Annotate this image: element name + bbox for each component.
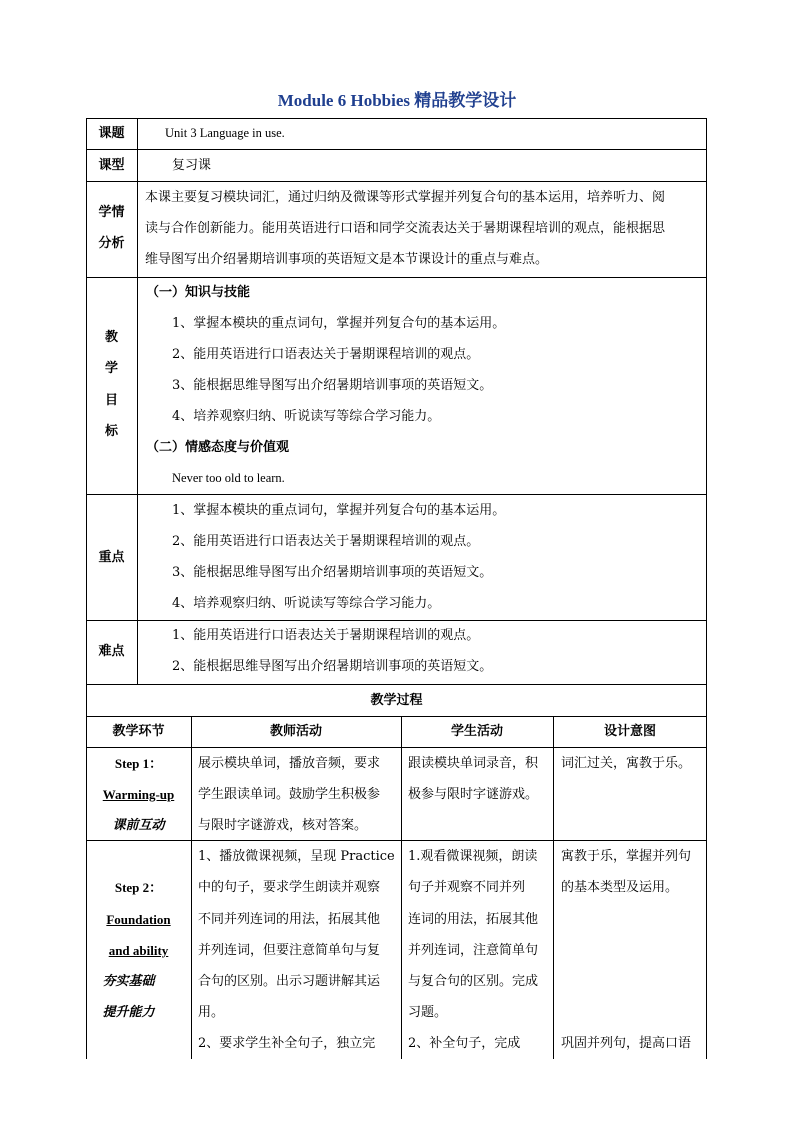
label-xueqing-1: 学情 [98, 205, 125, 220]
nandian-item: 2、能根据思维导图写出介绍暑期培训事项的英语短文。 [172, 659, 493, 674]
label-keti: 课题 [98, 126, 125, 141]
mubiao-item: 2、能用英语进行口语表达关于暑期课程培训的观点。 [172, 347, 480, 362]
column-divider [191, 716, 192, 1059]
mubiao-item: 4、培养观察归纳、听说读写等综合学习能力。 [172, 409, 441, 424]
xueqing-line: 本课主要复习模块词汇，通过归纳及微课等形式掌握并列复合句的基本运用，培养听力、阅 [145, 190, 666, 205]
step2-intent-line: 寓教于乐，掌握并列句 [561, 849, 692, 864]
zhongdian-item: 3、能根据思维导图写出介绍暑期培训事项的英语短文。 [172, 565, 493, 580]
step2-en-1: Foundation [106, 912, 171, 927]
step2-teacher-line: 并列连词，但要注意简单句与复 [198, 943, 381, 958]
mubiao-value-line: Never too old to learn. [172, 471, 285, 485]
step2-student-line: 句子并观察不同并列 [408, 880, 526, 895]
column-divider [137, 118, 138, 684]
zhongdian-item: 4、培养观察归纳、听说读写等综合学习能力。 [172, 596, 441, 611]
step1-cn: 课前互动 [112, 818, 165, 833]
mubiao-item: 1、掌握本模块的重点词句，掌握并列复合句的基本运用。 [172, 316, 506, 331]
header-student: 学生活动 [450, 724, 503, 739]
step1-intent-line: 词汇过关，寓教于乐。 [561, 756, 692, 771]
label-zhongdian: 重点 [98, 550, 125, 565]
label-kexing: 课型 [98, 158, 125, 173]
step1-student-line: 极参与限时字谜游戏。 [408, 787, 539, 802]
zhongdian-item: 2、能用英语进行口语表达关于暑期课程培训的观点。 [172, 534, 480, 549]
value-kexing: 复习课 [172, 158, 212, 173]
step1-label: Step 1： [114, 756, 163, 771]
step2-cn-2: 提升能力 [102, 1005, 155, 1020]
step2-teacher-line: 用。 [198, 1005, 225, 1020]
step2-teacher-line: 不同并列连词的用法，拓展其他 [198, 912, 381, 927]
process-title: 教学过程 [370, 693, 423, 708]
step1-teacher-line: 与限时字谜游戏，核对答案。 [198, 818, 368, 833]
step1-teacher-line: 学生跟读单词。鼓励学生积极参 [198, 787, 381, 802]
nandian-item: 1、能用英语进行口语表达关于暑期课程培训的观点。 [172, 628, 480, 643]
step2-teacher-line: 2、要求学生补全句子，独立完 [198, 1036, 376, 1051]
step1-en: Warming-up [102, 787, 175, 802]
step2-teacher-line: 1、播放微课视频，呈现 Practice [198, 849, 395, 864]
step1-teacher-line: 展示模块单词，播放音频，要求 [198, 756, 381, 771]
label-nandian: 难点 [98, 644, 125, 659]
header-intent: 设计意图 [603, 724, 656, 739]
xueqing-line: 维导图写出介绍暑期培训事项的英语短文是本节课设计的重点与难点。 [145, 252, 549, 267]
header-teacher: 教师活动 [269, 724, 322, 739]
column-divider [401, 716, 402, 1059]
step2-intent-line: 巩固并列句，提高口语 [561, 1036, 692, 1051]
column-divider [553, 716, 554, 1059]
step2-student-line: 连词的用法，拓展其他 [408, 912, 539, 927]
xueqing-line: 读与合作创新能力。能用英语进行口语和同学交流表达关于暑期课程培训的观点，能根据思 [145, 221, 666, 236]
step2-student-line: 与复合句的区别。完成 [408, 974, 539, 989]
step2-student-line: 2、补全句子，完成 [408, 1036, 521, 1051]
document-title: Module 6 Hobbies 精品教学设计 [277, 91, 517, 110]
label-mubiao-char: 学 [104, 361, 118, 376]
step1-student-line: 跟读模块单词录音，积 [408, 756, 539, 771]
header-stage: 教学环节 [112, 724, 165, 739]
step2-student-line: 1.观看微课视频，朗读 [408, 849, 538, 864]
label-mubiao-char: 标 [104, 424, 118, 439]
step2-label: Step 2： [114, 880, 163, 895]
step2-teacher-line: 中的句子，要求学生朗读并观察 [198, 880, 381, 895]
step2-student-line: 并列连词，注意简单句 [408, 943, 539, 958]
zhongdian-item: 1、掌握本模块的重点词句，掌握并列复合句的基本运用。 [172, 503, 506, 518]
step2-teacher-line: 合句的区别。出示习题讲解其运 [198, 974, 381, 989]
mubiao-item: 3、能根据思维导图写出介绍暑期培训事项的英语短文。 [172, 378, 493, 393]
step2-student-line: 习题。 [408, 1005, 448, 1020]
label-mubiao-char: 教 [104, 330, 118, 345]
label-xueqing-2: 分析 [98, 236, 125, 251]
mubiao-heading-1: （一）知识与技能 [146, 285, 251, 300]
value-keti: Unit 3 Language in use. [165, 126, 285, 140]
mubiao-heading-2: （二）情感态度与价值观 [146, 440, 290, 455]
step2-en-2: and ability [108, 943, 169, 958]
label-mubiao-char: 目 [104, 393, 118, 408]
step2-intent-line: 的基本类型及运用。 [561, 880, 679, 895]
step2-cn-1: 夯实基础 [102, 974, 155, 989]
